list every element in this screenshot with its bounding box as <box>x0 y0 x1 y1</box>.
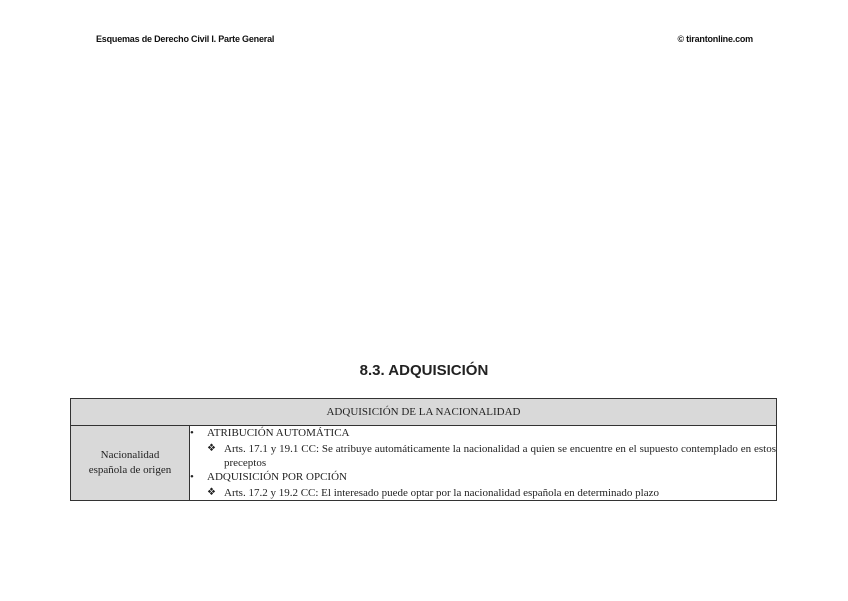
row-label-line1: Nacionalidad <box>100 449 160 461</box>
list-item <box>190 470 776 500</box>
row-label <box>71 426 190 501</box>
sub-list-item <box>207 442 776 470</box>
table-header: ADQUISICIÓN DE LA NACIONALIDAD <box>71 399 777 426</box>
table-header-row <box>71 399 777 426</box>
table-row <box>71 426 777 501</box>
running-header-title: Esquemas de Derecho Civil I. Parte General <box>96 34 275 44</box>
sub-list-item <box>207 486 776 500</box>
bullet-icon: • <box>190 427 194 439</box>
row-content <box>190 426 777 501</box>
diamond-bullet-icon: ❖ <box>207 487 216 498</box>
diamond-bullet-icon: ❖ <box>207 443 216 454</box>
bullet-icon: • <box>190 471 194 483</box>
acquisition-list <box>190 426 776 500</box>
section-title: 8.3. ADQUISICIÓN <box>359 362 489 379</box>
sub-list-item-text: Arts. 17.1 y 19.1 CC: Se atribuye automáticamente la nacionalidad a quien se encuentre en el supuesto contemplado en estos preceptos <box>224 443 776 469</box>
list-item-title: ATRIBUCIÓN AUTOMÁTICA <box>207 427 350 439</box>
sub-list <box>207 486 776 500</box>
sub-list <box>207 442 776 470</box>
nationality-table <box>70 398 777 501</box>
list-item-title: ADQUISICIÓN POR OPCIÓN <box>207 471 347 483</box>
running-header-copyright: © tirantonline.com <box>677 34 753 44</box>
row-label-line2: española de origen <box>88 464 172 476</box>
sub-list-item-text: Arts. 17.2 y 19.2 CC: El interesado puede optar por la nacionalidad española en determinado plazo <box>224 487 659 499</box>
list-item <box>190 426 776 470</box>
